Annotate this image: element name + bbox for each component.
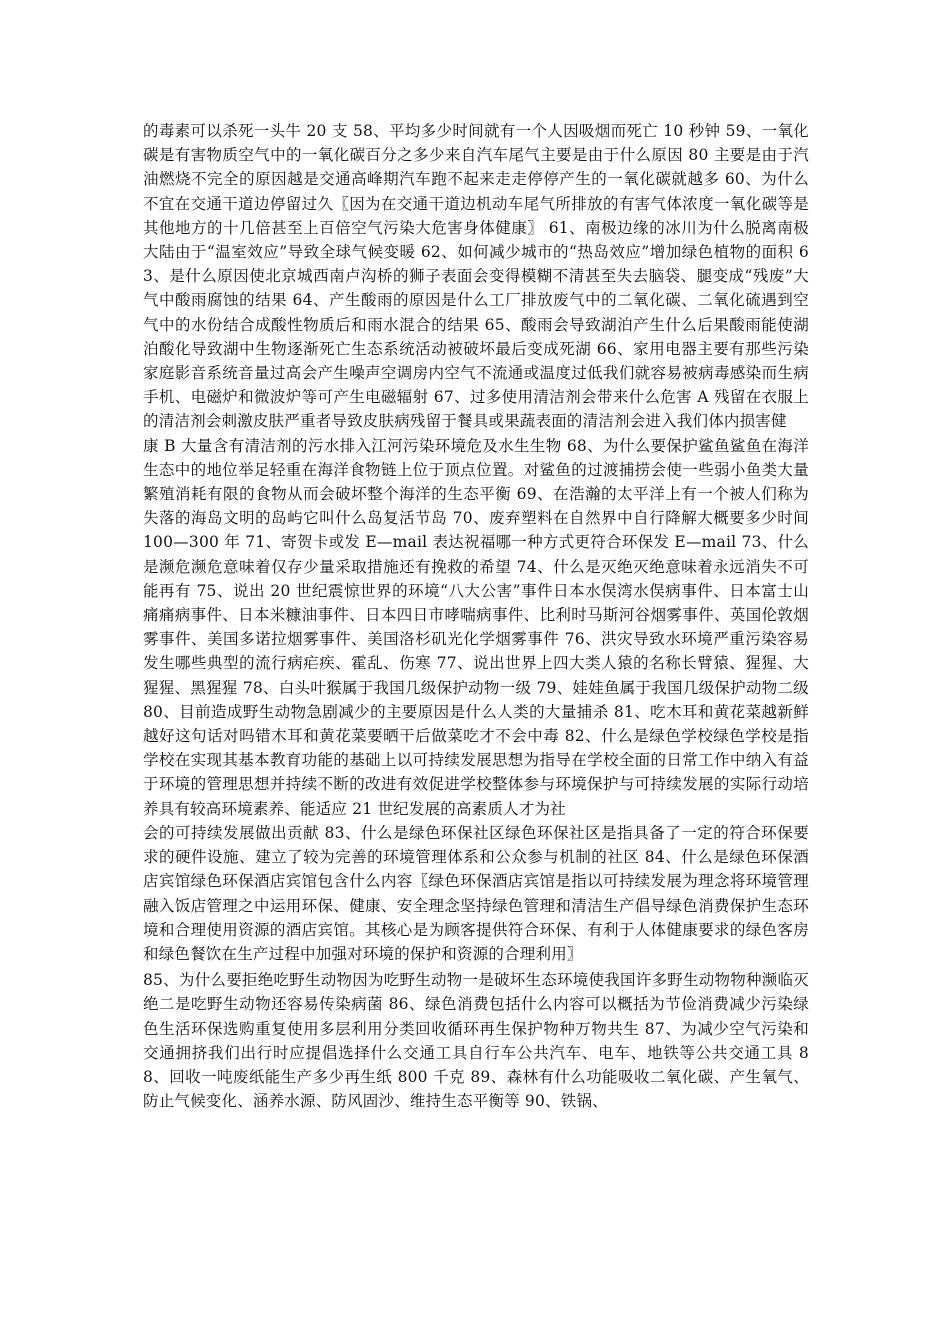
paragraph-4: 85、为什么要拒绝吃野生动物因为吃野生动物一是破坏生态环境使我国许多野生动物物种濒临灭绝二是吃野生动物还容易传染病菌 86、绿色消费包括什么内容可以概括为节俭消费减少污染绿色生活环保选购重复使用多层利用分类回收循环再生保护物种万物共生 87、为减少空气污染和交通拥挤我们出行时应提倡选择什么交通工具自行车公共汽车、电车、地铁等公共交通工具 88、回收一吨废纸能生产多少再生纸 800 千克 89、森林有什么功能吸收二氧化碳、产生氧气、防止气候变化、涵养水源、防风固沙、维持生态平衡等 90、铁锅、 (143, 971, 809, 1111)
paragraph-2: 康 B 大量含有清洁剂的污水排入江河污染环境危及水生生物 68、为什么要保护鲨鱼鲨鱼在海洋生态中的地位举足轻重在海洋食物链上位于顶点位置。对鲨鱼的过渡捕捞会使一些弱小鱼类大量繁殖消耗有限的食物从而会破坏整个海洋的生态平衡 69、在浩瀚的太平洋上有一个被人们称为失落的海岛文明的岛屿它叫什么岛复活节岛 70、废弃塑料在自然界中自行降解大概要多少时间 100—300 年 71、寄贺卡或发 E—mail 表达祝福哪一种方式更符合环保发 E—mail 73、什么是濒危濒危意味着仅存少量采取措施还有挽救的希望 74、什么是灭绝灭绝意味着永远消失不可能再有 75、说出 20 世纪震惊世界的环境“八大公害”事件日本水俣湾水俣病事件、日本富士山痛痛病事件、日本米糠油事件、日本四日市哮喘病事件、比利时马斯河谷烟雾事件、英国伦敦烟雾事件、美国多诺拉烟雾事件、美国洛杉矶光化学烟雾事件 76、洪灾导致水环境严重污染容易发生哪些典型的流行病疟疾、霍乱、伤寒 77、说出世界上四大类人猿的名称长臂猿、猩猩、大猩猩、黑猩猩 78、白头叶猴属于我国几级保护动物一级 79、娃娃鱼属于我国几级保护动物二级 80、目前造成野生动物急剧减少的主要原因是什么人类的大量捕杀 81、吃木耳和黄花菜越新鲜越好这句话对吗错木耳和黄花菜要晒干后做菜吃才不会中毒 82、什么是绿色学校绿色学校是指学校在实现其基本教育功能的基础上以可持续发展思想为指导在学校全面的日常工作中纳入有益于环境的管理思想并持续不断的改进有效促进学校整体参与环境保护与可持续发展的实际行动培养具有较高环境素养、能适应 21 世纪发展的高素质人才为社 (143, 436, 809, 818)
paragraph-3: 会的可持续发展做出贡献 83、什么是绿色环保社区绿色环保社区是指具备了一定的符合环保要求的硬件设施、建立了较为完善的环境管理体系和公众参与机制的社区 84、什么是绿色环保酒店宾馆绿色环保酒店宾馆包含什么内容〖绿色环保酒店宾馆是指以可持续发展为理念将环境管理融入饭店管理之中运用环保、健康、安全理念坚持绿色管理和清洁生产倡导绿色消费保护生态环境和合理使用资源的酒店宾馆。其核心是为顾客提供符合环保、有利于人体健康要求的绿色客房和绿色餐饮在生产过程中加强对环境的保护和资源的合理利用〗 (143, 823, 809, 963)
document-body (143, 119, 809, 1113)
paragraph-1: 的毒素可以杀死一头牛 20 支 58、平均多少时间就有一个人因吸烟而死亡 10 秒钟 59、一氧化碳是有害物质空气中的一氧化碳百分之多少来自汽车尾气主要是由于什么原因 80 主要是由于汽油燃烧不完全的原因越是交通高峰期汽车跑不起来走走停停产生的一氧化碳就越多 60、为什么不宜在交通干道边停留过久〖因为在交通干道边机动车尾气所排放的有害气体浓度一氧化碳等是其他地方的十几倍甚至上百倍空气污染大危害身体健康〗 61、南极边缘的冰川为什么脱离南极大陆由于“温室效应”导致全球气候变暖 62、如何减少城市的“热岛效应”增加绿色植物的面积 63、是什么原因使北京城西南卢沟桥的狮子表面会变得模糊不清甚至失去脑袋、腿变成“残废”大气中酸雨腐蚀的结果 64、产生酸雨的原因是什么工厂排放废气中的二氧化碳、二氧化硫遇到空气中的水份结合成酸性物质后和雨水混合的结果 65、酸雨会导致湖泊产生什么后果酸雨能使湖泊酸化导致湖中生物逐渐死亡生态系统活动被破坏最后变成死湖 66、家用电器主要有那些污染家庭影音系统音量过高会产生噪声空调房内空气不流通或温度过低我们就容易被病毒感染而生病手机、电磁炉和微波炉等可产生电磁辐射 67、过多使用清洁剂会带来什么危害 A 残留在衣服上的清洁剂会刺激皮肤严重者导致皮肤病残留于餐具或果蔬表面的清洁剂会进入我们体内损害健 (143, 122, 809, 431)
